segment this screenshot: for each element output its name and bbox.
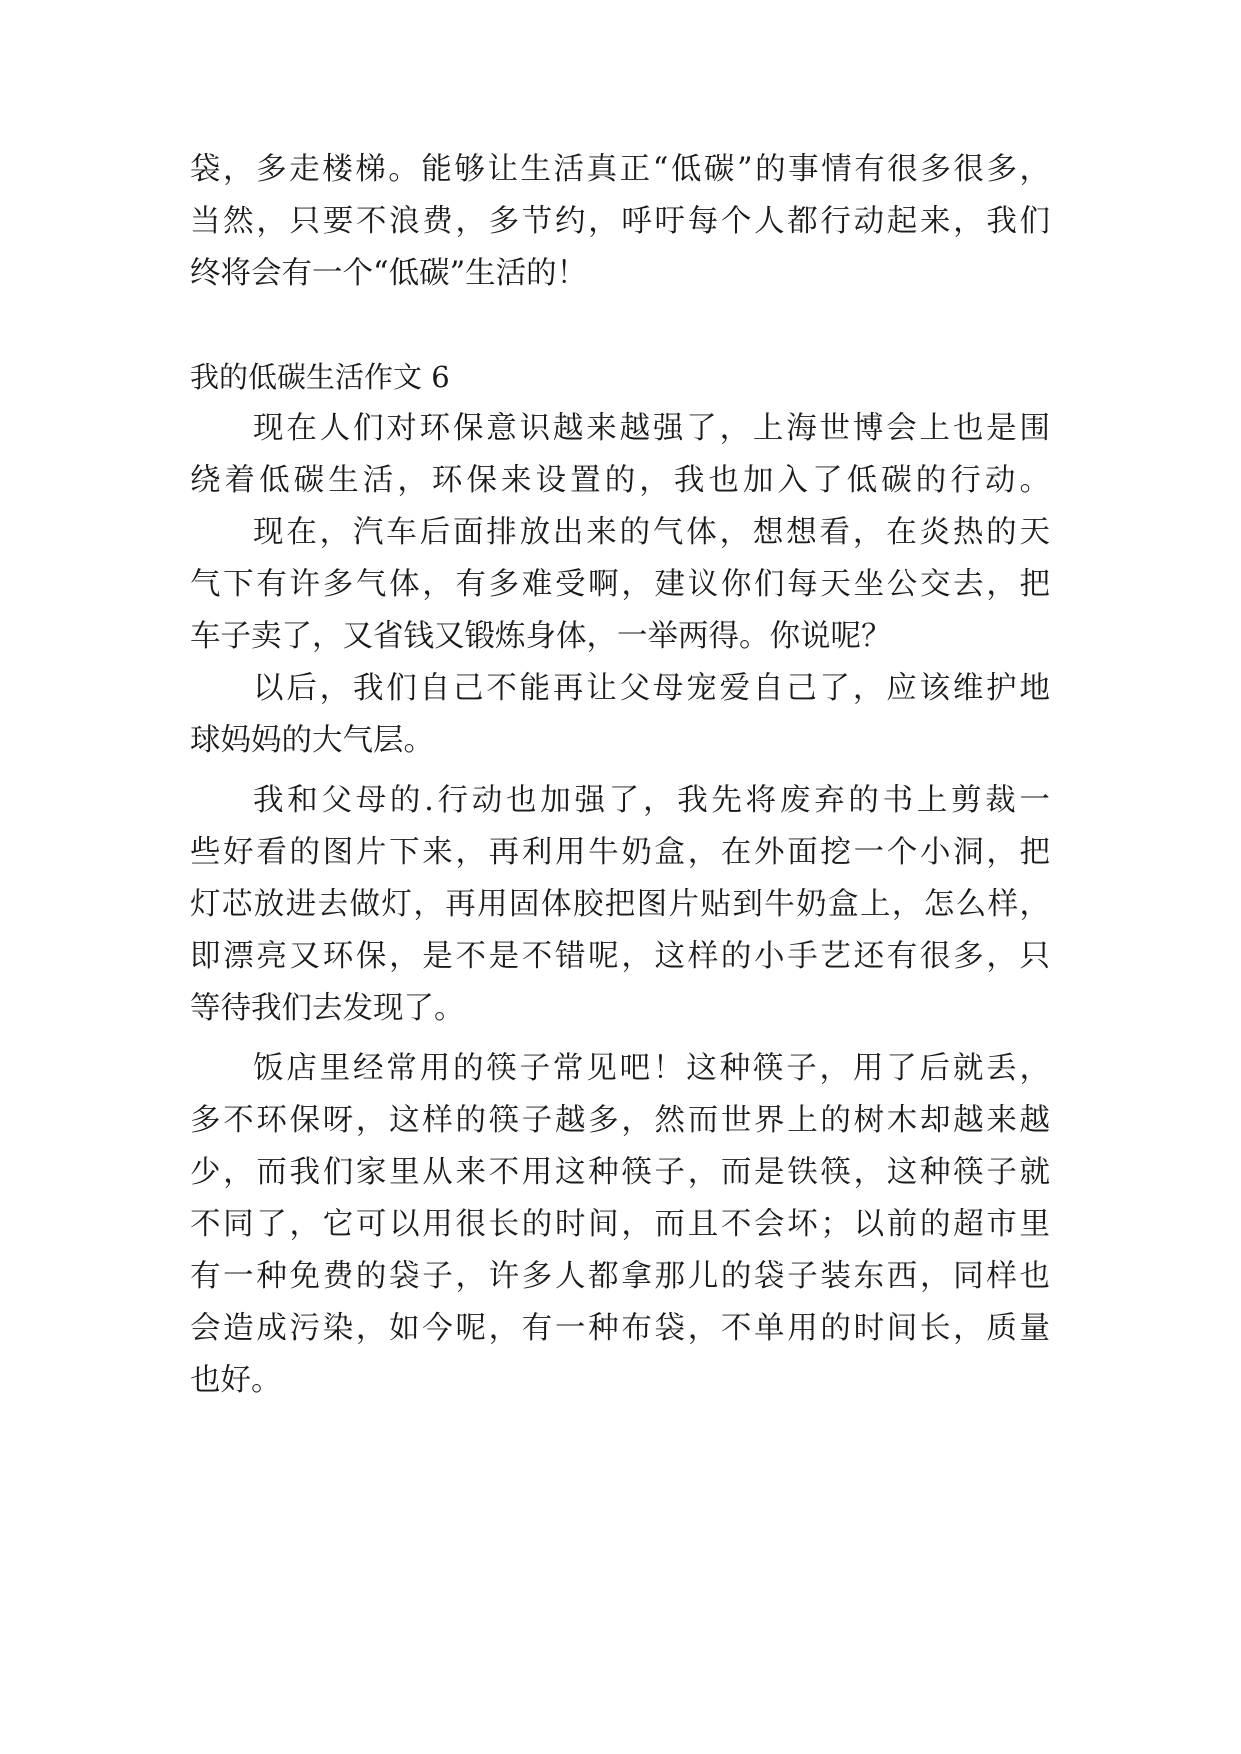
text-line: 有一种免费的袋子，许多人都拿那儿的袋子装东西，同样也 — [190, 1259, 1050, 1294]
text-line: 绕着低碳生活，环保来设置的，我也加入了低碳的行动。 — [190, 463, 1050, 498]
text-line: 终将会有一个“低碳”生活的！ — [190, 256, 588, 291]
section-heading: 我的低碳生活作文 6 — [190, 360, 450, 394]
text-line: 现在人们对环保意识越来越强了，上海世博会上也是围 — [253, 411, 1050, 446]
text-line: 气下有许多气体，有多难受啊，建议你们每天坐公交去，把 — [190, 567, 1050, 602]
text-line: 些好看的图片下来，再利用牛奶盒，在外面挖一个小洞，把 — [190, 835, 1050, 870]
text-line: 会造成污染，如今呢，有一种布袋，不单用的时间长，质量 — [190, 1311, 1050, 1346]
text-line: 等待我们去发现了。 — [190, 991, 465, 1026]
text-line: 现在，汽车后面排放出来的气体，想想看，在炎热的天 — [253, 515, 1050, 550]
text-line: 我和父母的.行动也加强了，我先将废弃的书上剪裁一 — [253, 783, 1050, 818]
text-line: 灯芯放进去做灯，再用固体胶把图片贴到牛奶盒上，怎么样， — [190, 887, 1050, 922]
text-line: 饭店里经常用的筷子常见吧！这种筷子，用了后就丢， — [253, 1051, 1050, 1086]
text-line: 袋，多走楼梯。能够让生活真正“低碳”的事情有很多很多， — [190, 152, 1050, 187]
text-line: 车子卖了，又省钱又锻炼身体，一举两得。你说呢？ — [190, 619, 892, 654]
text-line: 不同了，它可以用很长的时间，而且不会坏；以前的超市里 — [190, 1207, 1050, 1242]
text-line: 以后，我们自己不能再让父母宠爱自己了，应该维护地 — [253, 671, 1050, 706]
text-line: 当然，只要不浪费，多节约，呼吁每个人都行动起来，我们 — [190, 204, 1050, 239]
text-line: 也好。 — [190, 1363, 282, 1398]
text-line: 少，而我们家里从来不用这种筷子，而是铁筷，这种筷子就 — [190, 1155, 1050, 1190]
text-line: 多不环保呀，这样的筷子越多，然而世界上的树木却越来越 — [190, 1103, 1050, 1138]
text-line: 即漂亮又环保，是不是不错呢，这样的小手艺还有很多，只 — [190, 939, 1050, 974]
text-line: 球妈妈的大气层。 — [190, 723, 434, 758]
